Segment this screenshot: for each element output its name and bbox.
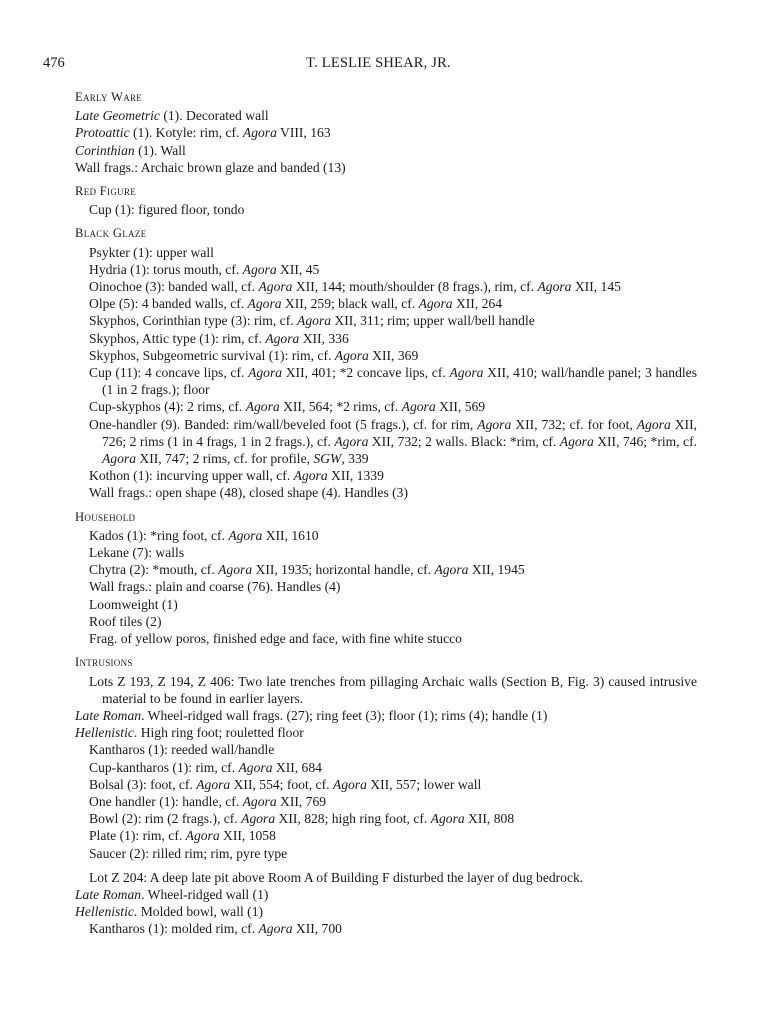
entry-text: . Molded bowl, wall (1) [133, 904, 264, 920]
catalog-entry [75, 347, 697, 364]
entry-text: , 339 [341, 451, 369, 467]
italic-text: Agora [559, 433, 594, 449]
entry-text: XII, 144; mouth/shoulder (8 frags.), rim, cf. [292, 279, 538, 295]
catalog-section [75, 225, 697, 501]
section-heading: Early Ware [75, 90, 143, 104]
catalog-entry [75, 201, 697, 218]
entry-text: . Wheel-ridged wall (1) [141, 886, 269, 902]
entry-text: Loomweight (1) [89, 596, 178, 612]
italic-text: Agora [218, 562, 253, 578]
entry-text: XII, 1058 [219, 828, 276, 844]
italic-text: Agora [196, 776, 231, 792]
catalog-entry [75, 364, 697, 398]
entry-text: Kantharos (1): reeded wall/handle [89, 742, 275, 758]
entry-text: XII, 1339 [327, 468, 384, 484]
entry-text: XII, 726; 2 rims (1 in 4 frags, 1 in 2 frags.), cf. [102, 416, 697, 449]
italic-text: Agora [430, 811, 465, 827]
catalog-entry [75, 107, 697, 124]
catalog-entry [75, 159, 697, 176]
italic-text: Late Roman [75, 707, 142, 723]
italic-text: Agora [228, 527, 263, 543]
entry-text: Hydria (1): torus mouth, cf. [89, 261, 243, 277]
catalog-entry [75, 776, 697, 793]
entry-text: XII, 564; *2 rims, cf. [279, 399, 402, 415]
section-heading: Red Figure [75, 184, 137, 199]
italic-text: Protoattic [75, 125, 130, 141]
italic-text: Agora [238, 759, 273, 775]
entry-text: Skyphos, Corinthian type (3): rim, cf. [89, 313, 298, 329]
section-heading: Intrusions [75, 655, 133, 670]
entry-text: One-handler (9). Banded: rim/wall/beveled foot (5 frags.), cf. for rim, [89, 416, 478, 432]
catalog-section [75, 89, 697, 176]
catalog-section [75, 509, 697, 648]
entry-text: One handler (1): handle, cf. [89, 793, 243, 809]
catalog-section [75, 654, 697, 861]
catalog-entry [75, 142, 697, 159]
catalog-entry [75, 484, 697, 501]
entry-text: XII, 401; *2 concave lips, cf. [282, 365, 450, 381]
italic-text: Agora [185, 828, 220, 844]
entry-text: Kothon (1): incurving upper wall, cf. [89, 468, 294, 484]
catalog-section [75, 869, 697, 938]
entry-text: Cup-kantharos (1): rim, cf. [89, 759, 239, 775]
catalog-entry [75, 630, 697, 647]
italic-text: Agora [477, 416, 512, 432]
italic-text: Agora [242, 125, 277, 141]
entry-text: Kados (1): *ring foot, cf. [89, 527, 229, 543]
entry-text: Saucer (2): rilled rim; rim, pyre type [89, 845, 288, 861]
italic-text: Agora [265, 330, 300, 346]
entry-text: Frag. of yellow poros, finished edge and face, with fine white stucco [89, 631, 462, 647]
catalog-entry [75, 261, 697, 278]
catalog-entry [75, 527, 697, 544]
entry-text: Wall frags.: Archaic brown glaze and banded (13) [75, 159, 346, 175]
italic-text: Agora [334, 347, 369, 363]
entry-text: XII, 732; cf. for foot, [511, 416, 637, 432]
catalog-entry [75, 741, 697, 758]
catalog-entry [75, 244, 697, 261]
entry-text: (1). Decorated wall [159, 108, 269, 124]
entry-text: XII, 732; 2 walls. Black: *rim, cf. [368, 433, 560, 449]
catalog-entry [75, 596, 697, 613]
catalog-entry [75, 724, 697, 741]
entry-text: XII, 569 [435, 399, 486, 415]
page-header [0, 55, 757, 75]
italic-text: Agora [102, 451, 136, 467]
italic-text: Agora [297, 313, 332, 329]
entry-text: XII, 747; 2 rims, cf. for profile, [135, 451, 314, 467]
catalog-entry [75, 561, 697, 578]
entry-text: XII, 554; foot, cf. [230, 776, 333, 792]
entry-text: XII, 264 [452, 296, 503, 312]
catalog-entry [75, 124, 697, 141]
catalog-entry [75, 886, 697, 903]
entry-text: XII, 808 [464, 811, 515, 827]
entry-text: Skyphos, Subgeometric survival (1): rim, cf. [89, 347, 335, 363]
entry-text: Roof tiles (2) [89, 613, 162, 629]
entry-text: Oinochoe (3): banded wall, cf. [89, 279, 259, 295]
entry-text: XII, 145 [571, 279, 621, 295]
page-number: 476 [43, 55, 65, 71]
entry-text: Olpe (5): 4 banded walls, cf. [89, 296, 248, 312]
entry-text: XII, 769 [276, 793, 327, 809]
entry-text: XII, 684 [272, 759, 322, 775]
entry-text: XII, 828; high ring foot, cf. [275, 811, 431, 827]
catalog-entry [75, 544, 697, 561]
section-heading: Household [75, 509, 136, 524]
entry-text: XII, 410; wall/handle panel; 3 handles (1 in 2 frags.); floor [102, 365, 698, 398]
italic-text: Corinthian [75, 142, 135, 158]
entry-text: XII, 557; lower wall [366, 776, 482, 792]
entry-text: XII, 311; rim; upper wall/bell handle [331, 313, 535, 329]
entry-text: XII, 1935; horizontal handle, cf. [252, 562, 435, 578]
catalog-entry [75, 869, 697, 886]
catalog-entry [75, 278, 697, 295]
entry-text: Bowl (2): rim (2 frags.), cf. [89, 811, 242, 827]
entry-text: Cup-skyphos (4): 2 rims, cf. [89, 399, 246, 415]
running-head: T. LESLIE SHEAR, JR. [306, 55, 451, 71]
entry-text: XII, 746; *rim, cf. [593, 433, 697, 449]
entry-text: XII, 45 [276, 261, 320, 277]
italic-text: Agora [258, 279, 293, 295]
entry-text: XII, 700 [292, 921, 342, 937]
catalog-entry [75, 578, 697, 595]
catalog-entry [75, 759, 697, 776]
entry-text: XII, 369 [368, 347, 419, 363]
italic-text: Late Geometric [75, 108, 160, 124]
entry-text: Plate (1): rim, cf. [89, 828, 186, 844]
entry-text: XII, 259; black wall, cf. [281, 296, 419, 312]
italic-text: Agora [537, 279, 572, 295]
italic-text: Agora [449, 365, 484, 381]
catalog-entry [75, 295, 697, 312]
italic-text: Agora [242, 261, 277, 277]
entry-text: Wall frags.: open shape (48), closed shape (4). Handles (3) [89, 485, 409, 501]
italic-text: Agora [334, 433, 369, 449]
italic-text: SGW [313, 451, 342, 467]
catalog-entry [75, 613, 697, 630]
entry-text: XII, 1945 [468, 562, 525, 578]
entry-text: . High ring foot; rouletted floor [133, 725, 304, 741]
entry-text: Wall frags.: plain and coarse (76). Handles (4) [89, 579, 341, 595]
catalog-entry [75, 903, 697, 920]
entry-text: Cup (11): 4 concave lips, cf. [89, 365, 249, 381]
italic-text: Hellenistic [75, 904, 134, 920]
entry-text: Lot Z 204: A deep late pit above Room A of Building F disturbed the layer of dug bedrock. [89, 869, 584, 885]
entry-text: Cup (1): figured floor, tondo [89, 202, 245, 218]
catalog-entry [75, 467, 697, 484]
catalog-body [75, 89, 697, 938]
entry-text: Skyphos, Attic type (1): rim, cf. [89, 330, 266, 346]
italic-text: Agora [258, 921, 293, 937]
catalog-entry [75, 810, 697, 827]
italic-text: Hellenistic [75, 725, 134, 741]
catalog-entry [75, 793, 697, 810]
italic-text: Agora [245, 399, 280, 415]
entry-text: (1). Kotyle: rim, cf. [129, 125, 243, 141]
italic-text: Agora [332, 776, 367, 792]
catalog-entry [75, 312, 697, 329]
catalog-entry [75, 707, 697, 724]
catalog-entry [75, 416, 697, 468]
catalog-section [75, 183, 697, 218]
italic-text: Agora [636, 416, 671, 432]
entry-text: (1). Wall [134, 142, 186, 158]
catalog-entry [75, 920, 697, 937]
italic-text: Agora [242, 793, 277, 809]
italic-text: Agora [241, 811, 276, 827]
entry-text: VIII, 163 [276, 125, 331, 141]
italic-text: Agora [434, 562, 469, 578]
italic-text: Late Roman [75, 886, 142, 902]
italic-text: Agora [401, 399, 436, 415]
entry-text: Lekane (7): walls [89, 545, 185, 561]
entry-text: Psykter (1): upper wall [89, 244, 214, 260]
catalog-entry [75, 827, 697, 844]
entry-text: Chytra (2): *mouth, cf. [89, 562, 219, 578]
entry-text: XII, 336 [299, 330, 349, 346]
entry-text: Bolsal (3): foot, cf. [89, 776, 197, 792]
catalog-entry [75, 330, 697, 347]
section-heading: Black Glaze [75, 226, 147, 241]
entry-text: Lots Z 193, Z 194, Z 406: Two late trenches from pillaging Archaic walls (Section B, Fig. 3) caused intrusive material to be found in earlier layers. [89, 673, 697, 706]
italic-text: Agora [418, 296, 453, 312]
entry-text: Kantharos (1): molded rim, cf. [89, 921, 259, 937]
italic-text: Agora [293, 468, 328, 484]
catalog-entry [75, 845, 697, 862]
entry-text: . Wheel-ridged wall frags. (27); ring feet (3); floor (1); rims (4); handle (1) [141, 707, 548, 723]
catalog-entry [75, 673, 697, 707]
italic-text: Agora [247, 296, 282, 312]
italic-text: Agora [248, 365, 283, 381]
catalog-entry [75, 398, 697, 415]
entry-text: XII, 1610 [262, 527, 319, 543]
